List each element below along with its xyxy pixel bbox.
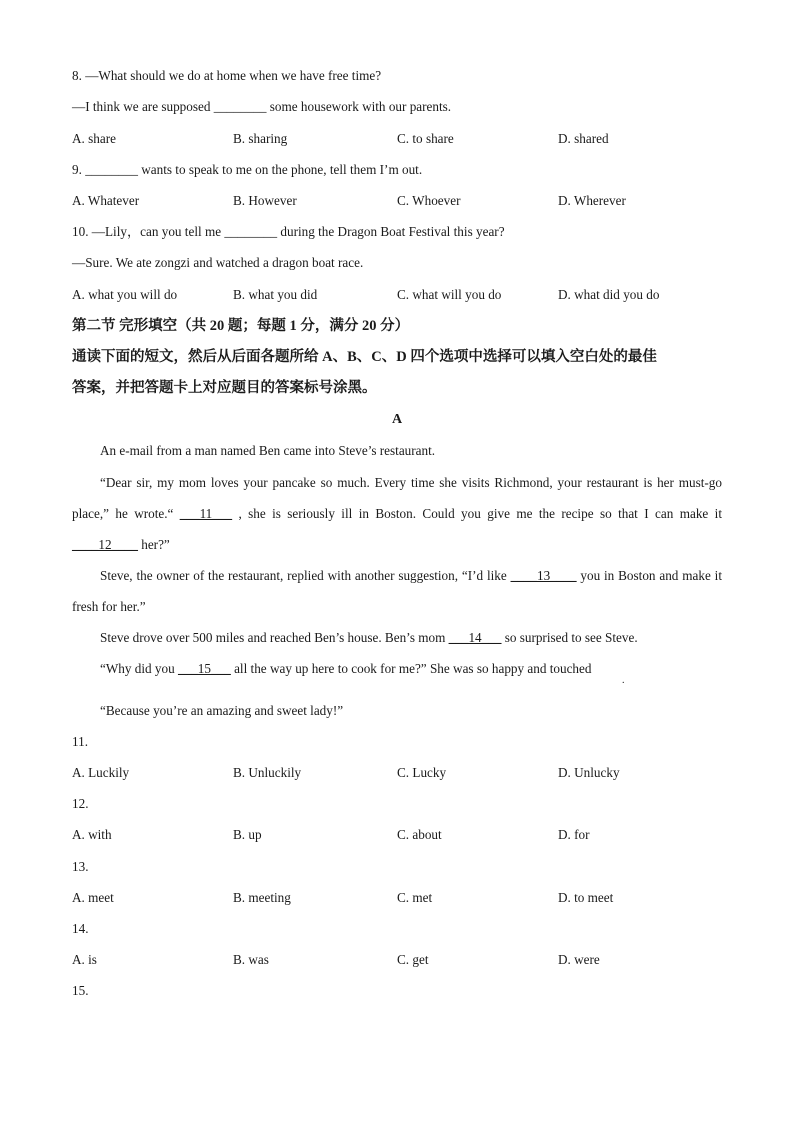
option-b[interactable]: B. However	[233, 193, 297, 208]
passage-text: “Why did you	[100, 661, 179, 676]
option-a[interactable]: A. meet	[72, 890, 114, 905]
option-b[interactable]: B. what you did	[233, 287, 318, 302]
passage-text: you in Boston and make it fresh for her.”	[72, 568, 722, 614]
option-a[interactable]: A. with	[72, 827, 112, 842]
question-14-number: 14.	[72, 921, 89, 936]
option-a[interactable]: A. what you will do	[72, 287, 178, 302]
option-d[interactable]: D. for	[558, 827, 590, 842]
section-instruction-line2: 答案，并把答题卡上对应题目的答案标号涂黑。	[72, 380, 377, 396]
option-b[interactable]: B. meeting	[233, 890, 291, 905]
question-10-line2: —Sure. We ate zongzi and watched a dragon boat race.	[72, 255, 364, 270]
question-10-stem: 10. —Lily，can you tell me ________ during the Dragon Boat Festival this year?	[72, 224, 505, 239]
passage-text: , she is seriously ill in Boston. Could you give me the recipe so that I can make it	[232, 506, 722, 521]
passage-paragraph-4	[100, 629, 638, 647]
blank-14: ___14___	[448, 630, 502, 645]
blank-13: ____13____	[510, 568, 577, 583]
option-d[interactable]: D. Wherever	[558, 193, 626, 208]
passage-text: Steve drove over 500 miles and reached Ben’s house. Ben’s mom	[100, 630, 449, 645]
option-c[interactable]: C. get	[397, 952, 429, 967]
question-9-stem: 9. ________ wants to speak to me on the phone, tell them I’m out.	[72, 162, 423, 177]
passage-text: “Dear sir, my mom loves your pancake so much. Every time she visits Richmond, your restaurant is her must-go place,” he wrote.“	[72, 475, 722, 521]
passage-paragraph-1: An e-mail from a man named Ben came into Steve’s restaurant.	[100, 443, 436, 458]
option-d[interactable]: D. Unlucky	[558, 765, 620, 780]
passage-text: her?”	[137, 537, 170, 552]
question-8-stem: 8. —What should we do at home when we have free time?	[72, 68, 382, 83]
question-12-number: 12.	[72, 796, 89, 811]
option-b[interactable]: B. was	[233, 952, 269, 967]
passage-paragraph-2	[72, 467, 722, 560]
option-a[interactable]: A. Luckily	[72, 765, 130, 780]
question-11-number: 11.	[72, 734, 88, 749]
option-a[interactable]: A. share	[72, 131, 116, 146]
passage-paragraph-5	[100, 660, 591, 678]
blank-12: ____12____	[72, 537, 138, 552]
passage-paragraph-3	[72, 560, 722, 622]
option-b[interactable]: B. up	[233, 827, 262, 842]
option-d[interactable]: D. what did you do	[558, 287, 660, 302]
blank-15: ___15___	[178, 661, 231, 676]
option-a[interactable]: A. is	[72, 952, 97, 967]
question-13-number: 13.	[72, 859, 89, 874]
passage-text: so surprised to see Steve.	[501, 630, 638, 645]
option-b[interactable]: B. sharing	[233, 131, 288, 146]
option-c[interactable]: C. what will you do	[397, 287, 502, 302]
passage-paragraph-6: “Because you’re an amazing and sweet lady!”	[100, 703, 344, 718]
option-c[interactable]: C. about	[397, 827, 442, 842]
option-d[interactable]: D. shared	[558, 131, 609, 146]
option-d[interactable]: D. to meet	[558, 890, 614, 905]
option-b[interactable]: B. Unluckily	[233, 765, 302, 780]
option-c[interactable]: C. to share	[397, 131, 454, 146]
passage-text: Steve, the owner of the restaurant, replied with another suggestion, “I’d like	[100, 568, 511, 583]
section-heading: 第二节 完形填空（共 20 题；每题 1 分，满分 20 分）	[72, 318, 410, 334]
stray-period: .	[622, 675, 625, 686]
blank-11: ___11___	[179, 506, 233, 521]
option-d[interactable]: D. were	[558, 952, 600, 967]
option-c[interactable]: C. Whoever	[397, 193, 461, 208]
question-8-line2: —I think we are supposed ________ some housework with our parents.	[72, 99, 452, 114]
passage-text: all the way up here to cook for me?” She was so happy and touched	[230, 661, 592, 676]
option-c[interactable]: C. met	[397, 890, 433, 905]
option-a[interactable]: A. Whatever	[72, 193, 140, 208]
question-15-number: 15.	[72, 983, 89, 998]
option-c[interactable]: C. Lucky	[397, 765, 447, 780]
passage-label: A	[391, 412, 403, 427]
section-instruction-line1: 通读下面的短文，然后从后面各题所给 A、B、C、D 四个选项中选择可以填入空白处的最佳	[72, 349, 657, 365]
